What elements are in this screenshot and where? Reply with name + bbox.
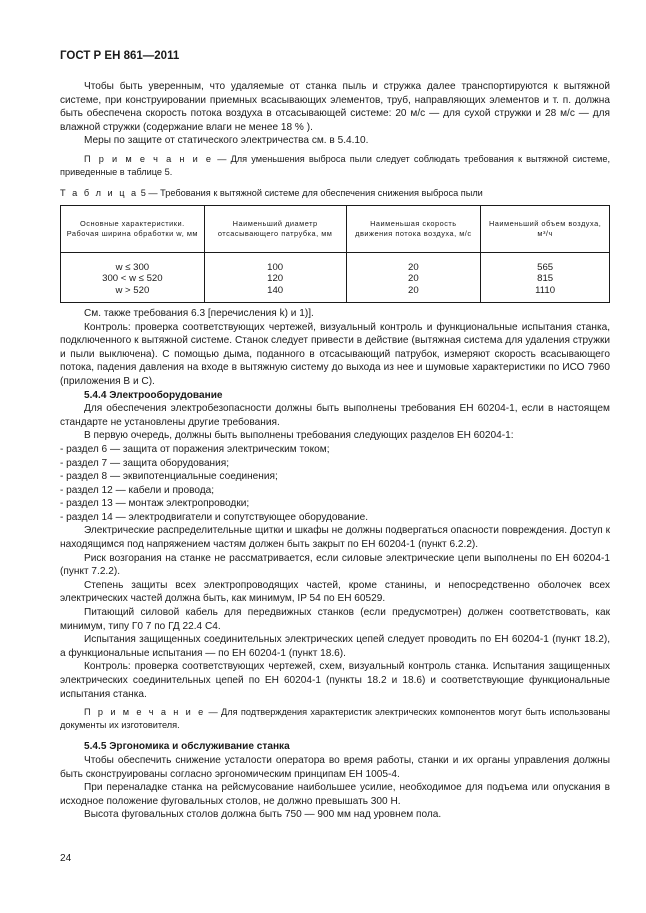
cell-line: 1110 bbox=[535, 284, 556, 296]
cell-line: 565 bbox=[537, 261, 554, 273]
note bbox=[60, 153, 610, 178]
cell-line: 20 bbox=[408, 273, 419, 285]
cell-line: 815 bbox=[537, 273, 554, 285]
cell-line: 100 bbox=[267, 261, 284, 273]
table-caption-text: 5 — Требования к вытяжной системе для обеспечения снижения выброса пыли bbox=[138, 188, 483, 199]
table-caption-label: Т а б л и ц а bbox=[60, 188, 139, 199]
paragraph: Испытания защищенных соединительных электрических цепей следует проводить по ЕН 60204-1 (пункт 18.2), а функциональные испытания — по ЕН 60204-1 (пункт 18.6). bbox=[60, 634, 610, 659]
list-item: - раздел 13 — монтаж электропроводки; bbox=[60, 498, 250, 510]
paragraph: Риск возгорания на станке не рассматривается, если силовые электрические цепи выполнены по ЕН 60204-1 (пункт 7.2.2). bbox=[60, 552, 610, 578]
table-cell bbox=[346, 252, 481, 302]
table-cell bbox=[61, 252, 205, 302]
table-header-cell: Наименьший диаметр отсасывающего патрубка, мм bbox=[204, 205, 346, 252]
cell-line: 20 bbox=[408, 261, 419, 273]
table-row bbox=[61, 252, 610, 302]
paragraph: В первую очередь, должны быть выполнены требования следующих разделов ЕН 60204-1: bbox=[84, 430, 514, 442]
note-text: — Для уменьшения выброса пыли следует соблюдать требования к вытяжной системе, приведенные в таблице 5. bbox=[60, 153, 610, 177]
paragraph: Питающий силовой кабель для передвижных станков (если предусмотрен) должен соответствовать, как минимум, типу Г0 7 по ГД 22.4 С4. bbox=[60, 607, 610, 632]
table-header-cell: Наименьшая скорость движения потока воздуха, м/с bbox=[346, 205, 481, 252]
paragraph: Электрические распределительные щитки и шкафы не должны подвергаться опасности повреждения. Доступ к находящимся под напряжением частям должен быть закрыт по ЕН 60204-1 (пункт 6.2.2). bbox=[60, 525, 610, 551]
list-item: - раздел 7 — защита оборудования; bbox=[60, 457, 230, 469]
paragraph: Контроль: проверка соответствующих чертежей, визуальный контроль и функциональные испытания станка, подключенного к вытяжной системе. Станок следует привести в действие (вытяжная система для удаления стружки и пыли выключена). С помощью дыма, поданного в отсасывающий патрубок, измеряют скорость всасывающего потока, падения давления на входе в вытяжную систему до выхода из нее и шумовые характеристики по ИСО 7960 (приложения В и С). bbox=[60, 321, 610, 387]
paragraph: Чтобы быть уверенным, что удаляемые от станка пыль и стружка далее транспортируются к вытяжной системе, при конструировании приемных всасывающих элементов, труб, направляющих элементов и т. п. должна быть обеспечена скорость потока воздуха в отсасывающей системе: 20 м/с — для сухой стружки и 28 м/с — для влажной стружки (содержание влаги не менее 18 % ). bbox=[60, 81, 610, 133]
table-header-row bbox=[61, 205, 610, 252]
note-label: П р и м е ч а н и е bbox=[84, 707, 206, 718]
cell-line: 300 < w ≤ 520 bbox=[102, 273, 163, 285]
paragraph: Контроль: проверка соответствующих чертежей, схем, визуальный контроль станка. Испытания защищенных электрических соединительных цепей по ЕН 60204-1 (пункты 18.2 и 18.6) и соответствующие функциональные испытания станка. bbox=[60, 661, 610, 700]
requirements-table bbox=[60, 205, 610, 303]
note bbox=[60, 706, 610, 731]
cell-line: w > 520 bbox=[115, 284, 150, 296]
paragraph: Чтобы обеспечить снижение усталости оператора во время работы, станки и их органы управления должны быть сконструированы согласно эргономическим принципам ЕН 1005-4. bbox=[60, 754, 610, 780]
section-heading: 5.4.5 Эргономика и обслуживание станка bbox=[84, 741, 290, 753]
paragraph: Меры по защите от статического электричества см. в 5.4.10. bbox=[84, 135, 369, 147]
list-item: - раздел 6 — защита от поражения электрическим током; bbox=[60, 443, 330, 455]
cell-line: 120 bbox=[267, 273, 284, 285]
list-item: - раздел 8 — эквипотенциальные соединения; bbox=[60, 471, 278, 483]
list-item: - раздел 14 — электродвигатели и сопутствующее оборудование. bbox=[60, 511, 369, 523]
list-item: - раздел 12 — кабели и провода; bbox=[60, 484, 215, 496]
cell-line: w ≤ 300 bbox=[115, 261, 150, 273]
page-number: 24 bbox=[60, 853, 72, 864]
paragraph: Высота фуговальных столов должна быть 750 — 900 мм над уровнем пола. bbox=[84, 809, 442, 821]
paragraph: Степень защиты всех электропроводящих частей, кроме станины, и непосредственно оболочек всех электрических частей должна быть, как минимум, IP 54 по ЕН 60529. bbox=[60, 579, 610, 605]
paragraph: При переналадке станка на рейсмусование наибольшее усилие, необходимое для подъема или опускания в исходное положение фуговальных столов, не должно превышать 300 Н. bbox=[60, 782, 610, 807]
cell-line: 20 bbox=[408, 284, 419, 296]
table-caption bbox=[60, 187, 610, 201]
standard-header: ГОСТ Р ЕН 861—2011 bbox=[60, 50, 180, 62]
note-text: — Для подтверждения характеристик электрических компонентов могут быть использованы документы их изготовителя. bbox=[60, 707, 610, 730]
note-label: П р и м е ч а н и е bbox=[84, 153, 214, 164]
paragraph: См. также требования 6.3 [перечисления k) и 1)]. bbox=[84, 307, 314, 319]
cell-line: 140 bbox=[267, 284, 284, 296]
table-header-cell: Основные характеристики. Рабочая ширина обработки w, мм bbox=[61, 205, 205, 252]
section-heading: 5.4.4 Электрооборудование bbox=[84, 389, 223, 401]
table-header-cell: Наименьший объем воздуха, м³/ч bbox=[481, 205, 610, 252]
paragraph: Для обеспечения электробезопасности должны быть выполнены требования ЕН 60204-1, если в настоящем стандарте не установлены другие требования. bbox=[60, 403, 610, 428]
table-cell bbox=[481, 252, 610, 302]
document-body bbox=[60, 80, 610, 822]
table-cell bbox=[204, 252, 346, 302]
